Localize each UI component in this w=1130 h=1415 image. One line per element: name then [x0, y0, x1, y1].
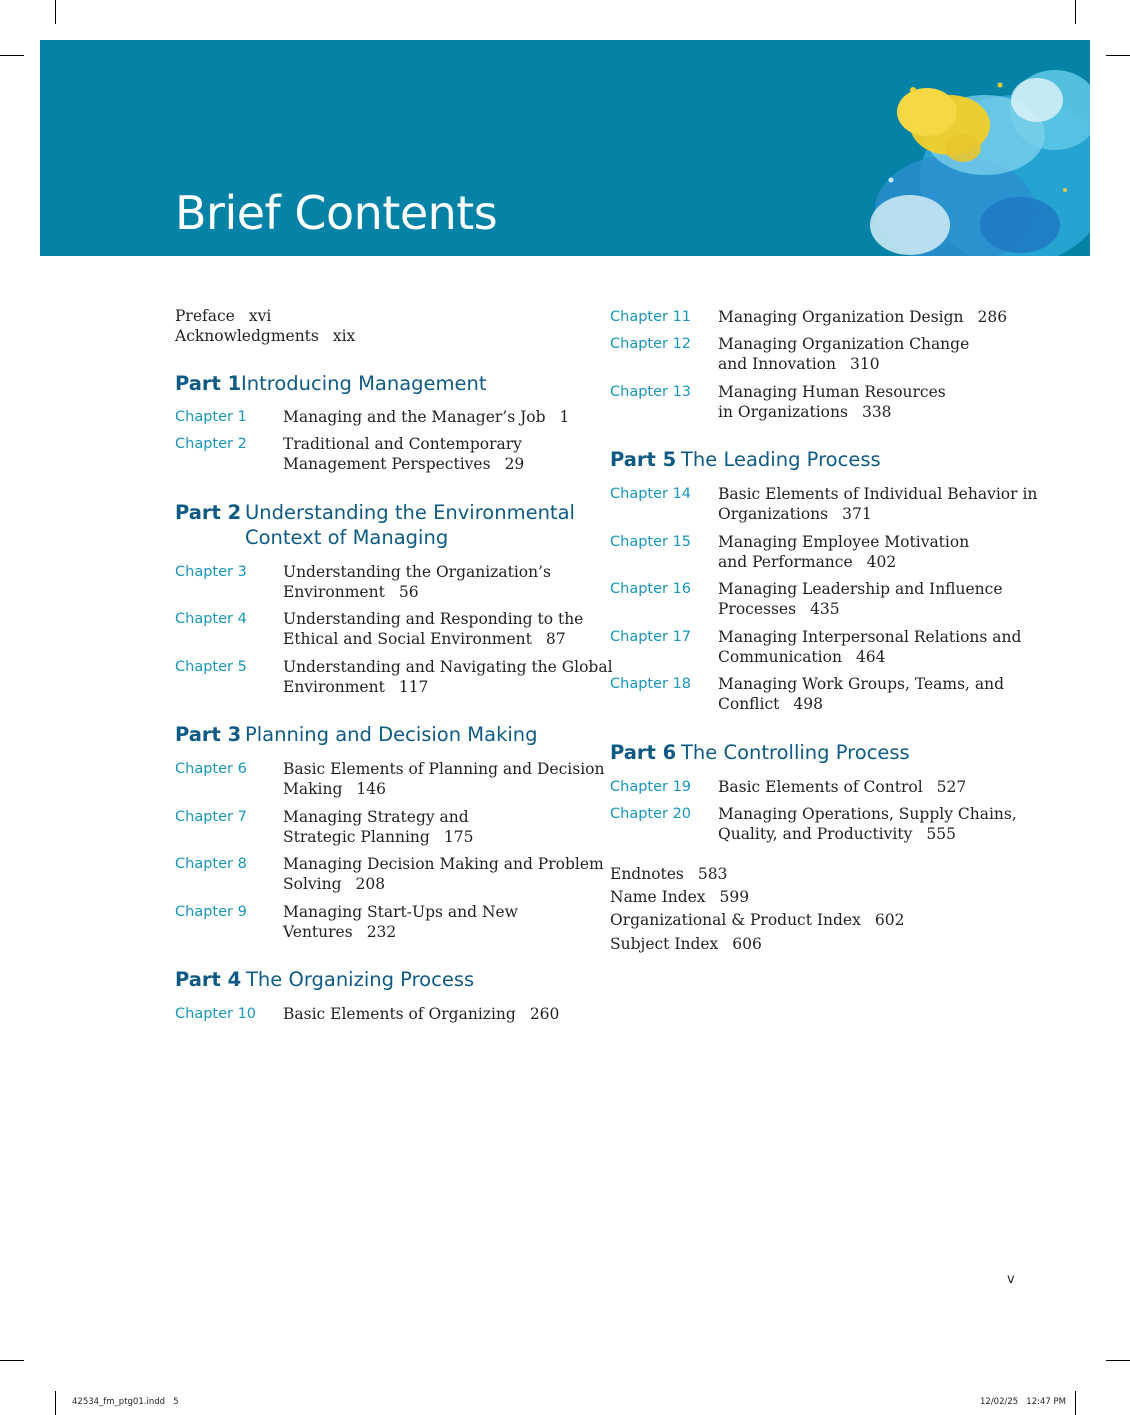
- chapter-label: Chapter 8: [175, 856, 247, 872]
- chapter-title: Managing Operations, Supply Chains,: [718, 805, 1017, 823]
- chapter-title: Traditional and Contemporary: [283, 435, 522, 453]
- chapter-label: Chapter 2: [175, 436, 247, 452]
- crop-mark: [55, 0, 56, 24]
- chapter-title: Basic Elements of Organizing: [283, 1005, 516, 1023]
- chapter-entry[interactable]: [175, 902, 575, 942]
- part-title: Introducing Management: [241, 372, 487, 395]
- chapter-page: 1: [559, 408, 570, 426]
- date-slug: 12/02/25 12:47 PM: [980, 1397, 1066, 1407]
- back-matter-entry[interactable]: [610, 887, 749, 907]
- watercolor-splash-image: [815, 40, 1090, 256]
- chapter-title: Managing Leadership and Influence: [718, 580, 1003, 598]
- chapter-title: Managing Interpersonal Relations and: [718, 628, 1022, 646]
- part-label: Part 6: [610, 741, 677, 764]
- chapter-page: 56: [398, 583, 419, 601]
- chapter-page: 260: [529, 1005, 560, 1023]
- chapter-title: Conflict: [718, 695, 780, 713]
- entry-title: Preface: [175, 307, 235, 325]
- entry-page: xvi: [248, 307, 272, 325]
- chapter-label: Chapter 17: [610, 629, 692, 645]
- chapter-label: Chapter 19: [610, 779, 692, 795]
- back-matter-entry[interactable]: [610, 864, 727, 884]
- chapter-entry[interactable]: [175, 562, 575, 602]
- chapter-entry[interactable]: [175, 407, 575, 427]
- chapter-page: 338: [861, 403, 892, 421]
- front-matter-entry[interactable]: [175, 306, 271, 326]
- crop-mark: [1075, 0, 1076, 24]
- chapter-page: 555: [926, 825, 956, 843]
- chapter-label: Chapter 10: [175, 1006, 257, 1022]
- chapter-title: Managing Decision Making and Problem: [283, 855, 604, 873]
- chapter-title: Managing Employee Motivation: [718, 533, 970, 551]
- entry-page: 602: [874, 911, 905, 929]
- part-label: Part 2: [175, 501, 242, 524]
- part-heading: [175, 371, 575, 396]
- chapter-title: Environment: [283, 583, 385, 601]
- part-heading: [175, 500, 575, 550]
- chapter-entry[interactable]: [610, 307, 1010, 327]
- chapter-label: Chapter 14: [610, 486, 692, 502]
- entry-title: Name Index: [610, 888, 706, 906]
- chapter-title: Understanding and Responding to the: [283, 610, 584, 628]
- crop-mark: [1106, 1360, 1130, 1361]
- chapter-page: 498: [793, 695, 823, 713]
- chapter-title: Management Perspectives: [283, 455, 491, 473]
- chapter-label: Chapter 16: [610, 581, 692, 597]
- chapter-page: 435: [810, 600, 840, 618]
- chapter-label: Chapter 7: [175, 809, 247, 825]
- back-matter-entry[interactable]: [610, 934, 762, 954]
- part-label: Part 1: [175, 372, 242, 395]
- entry-title: Subject Index: [610, 935, 719, 953]
- part-title: The Controlling Process: [681, 741, 910, 764]
- chapter-label: Chapter 5: [175, 659, 247, 675]
- part-title: The Organizing Process: [246, 968, 475, 991]
- chapter-entry[interactable]: [175, 1004, 575, 1024]
- chapter-title: and Performance: [718, 553, 853, 571]
- part-heading: [610, 740, 1010, 765]
- chapter-title: Managing Human Resources: [718, 383, 946, 401]
- chapter-page: 232: [366, 923, 397, 941]
- chapter-title: Basic Elements of Control: [718, 778, 923, 796]
- page-title: Brief Contents: [175, 186, 498, 240]
- chapter-label: Chapter 18: [610, 676, 692, 692]
- chapter-title: in Organizations: [718, 403, 848, 421]
- chapter-entry[interactable]: [175, 759, 605, 799]
- chapter-title: and Innovation: [718, 355, 836, 373]
- chapter-page: 371: [842, 505, 872, 523]
- chapter-page: 146: [356, 780, 386, 798]
- chapter-entry[interactable]: [175, 807, 575, 847]
- chapter-title: Basic Elements of Individual Behavior in: [718, 485, 1038, 503]
- part-label: Part 4: [175, 968, 242, 991]
- chapter-label: Chapter 20: [610, 806, 692, 822]
- chapter-entry[interactable]: [610, 804, 1017, 844]
- chapter-page: 117: [398, 678, 429, 696]
- chapter-entry[interactable]: [610, 532, 1010, 572]
- entry-page: 599: [719, 888, 750, 906]
- entry-page: xix: [332, 327, 356, 345]
- chapter-title: Understanding and Navigating the Global: [283, 658, 613, 676]
- chapter-page: 402: [866, 553, 897, 571]
- chapter-page: 208: [355, 875, 386, 893]
- chapter-page: 175: [443, 828, 474, 846]
- chapter-title: Understanding the Organization’s: [283, 563, 551, 581]
- chapter-title: Ventures: [283, 923, 353, 941]
- crop-mark: [0, 1360, 24, 1361]
- part-heading: [175, 967, 575, 992]
- entry-title: Acknowledgments: [175, 327, 319, 345]
- chapter-label: Chapter 11: [610, 309, 692, 325]
- chapter-label: Chapter 6: [175, 761, 247, 777]
- chapter-label: Chapter 15: [610, 534, 692, 550]
- entry-title: Organizational & Product Index: [610, 911, 861, 929]
- front-matter-entry[interactable]: [175, 326, 355, 346]
- chapter-title: Managing Organization Design: [718, 308, 964, 326]
- chapter-title: Managing and the Manager’s Job: [283, 408, 546, 426]
- chapter-title: Making: [283, 780, 343, 798]
- entry-title: Endnotes: [610, 865, 684, 883]
- chapter-title: Processes: [718, 600, 797, 618]
- chapter-entry[interactable]: [610, 579, 1010, 619]
- part-title: The Leading Process: [681, 448, 881, 471]
- chapter-entry[interactable]: [610, 382, 1010, 422]
- chapter-title: Strategic Planning: [283, 828, 430, 846]
- chapter-title: Managing Organization Change: [718, 335, 970, 353]
- chapter-page: 29: [504, 455, 525, 473]
- chapter-title: Solving: [283, 875, 342, 893]
- entry-page: 606: [732, 935, 762, 953]
- chapter-entry[interactable]: [175, 434, 575, 474]
- part-label: Part 3: [175, 723, 242, 746]
- chapter-page: 464: [855, 648, 886, 666]
- entry-page: 583: [697, 865, 728, 883]
- page-number: v: [1007, 1272, 1015, 1287]
- crop-mark: [1106, 55, 1130, 56]
- chapter-entry[interactable]: [610, 674, 1010, 714]
- chapter-title: Managing Start-Ups and New: [283, 903, 518, 921]
- chapter-title: Organizations: [718, 505, 829, 523]
- chapter-title: Environment: [283, 678, 385, 696]
- chapter-entry[interactable]: [610, 627, 1022, 667]
- chapter-label: Chapter 9: [175, 904, 247, 920]
- chapter-page: 527: [936, 778, 967, 796]
- chapter-label: Chapter 3: [175, 564, 247, 580]
- chapter-page: 286: [977, 308, 1008, 326]
- chapter-title: Communication: [718, 648, 842, 666]
- file-slug: 42534_fm_ptg01.indd 5: [72, 1397, 179, 1407]
- chapter-entry[interactable]: [175, 609, 584, 649]
- chapter-page: 87: [545, 630, 566, 648]
- part-label: Part 5: [610, 448, 677, 471]
- chapter-label: Chapter 13: [610, 384, 692, 400]
- title-banner: [40, 40, 1090, 256]
- chapter-entry[interactable]: [610, 777, 1010, 797]
- chapter-label: Chapter 4: [175, 611, 247, 627]
- chapter-page: 310: [850, 355, 880, 373]
- chapter-title: Quality, and Productivity: [718, 825, 913, 843]
- back-matter-entry[interactable]: [610, 910, 904, 930]
- part-heading: [610, 447, 1010, 472]
- crop-mark: [55, 1391, 56, 1415]
- chapter-entry[interactable]: [175, 657, 613, 697]
- chapter-entry[interactable]: [610, 484, 1038, 524]
- chapter-title: Managing Strategy and: [283, 808, 469, 826]
- chapter-title: Managing Work Groups, Teams, and: [718, 675, 1005, 693]
- chapter-title: Basic Elements of Planning and Decision: [283, 760, 605, 778]
- chapter-label: Chapter 1: [175, 409, 247, 425]
- crop-mark: [0, 55, 24, 56]
- chapter-label: Chapter 12: [610, 336, 692, 352]
- part-heading: [175, 722, 575, 747]
- chapter-entry[interactable]: [175, 854, 604, 894]
- part-title: Understanding the Environmental Context of Managing: [245, 501, 575, 549]
- chapter-entry[interactable]: [610, 334, 1010, 374]
- crop-mark: [1075, 1391, 1076, 1415]
- part-title: Planning and Decision Making: [245, 723, 538, 746]
- chapter-title: Ethical and Social Environment: [283, 630, 532, 648]
